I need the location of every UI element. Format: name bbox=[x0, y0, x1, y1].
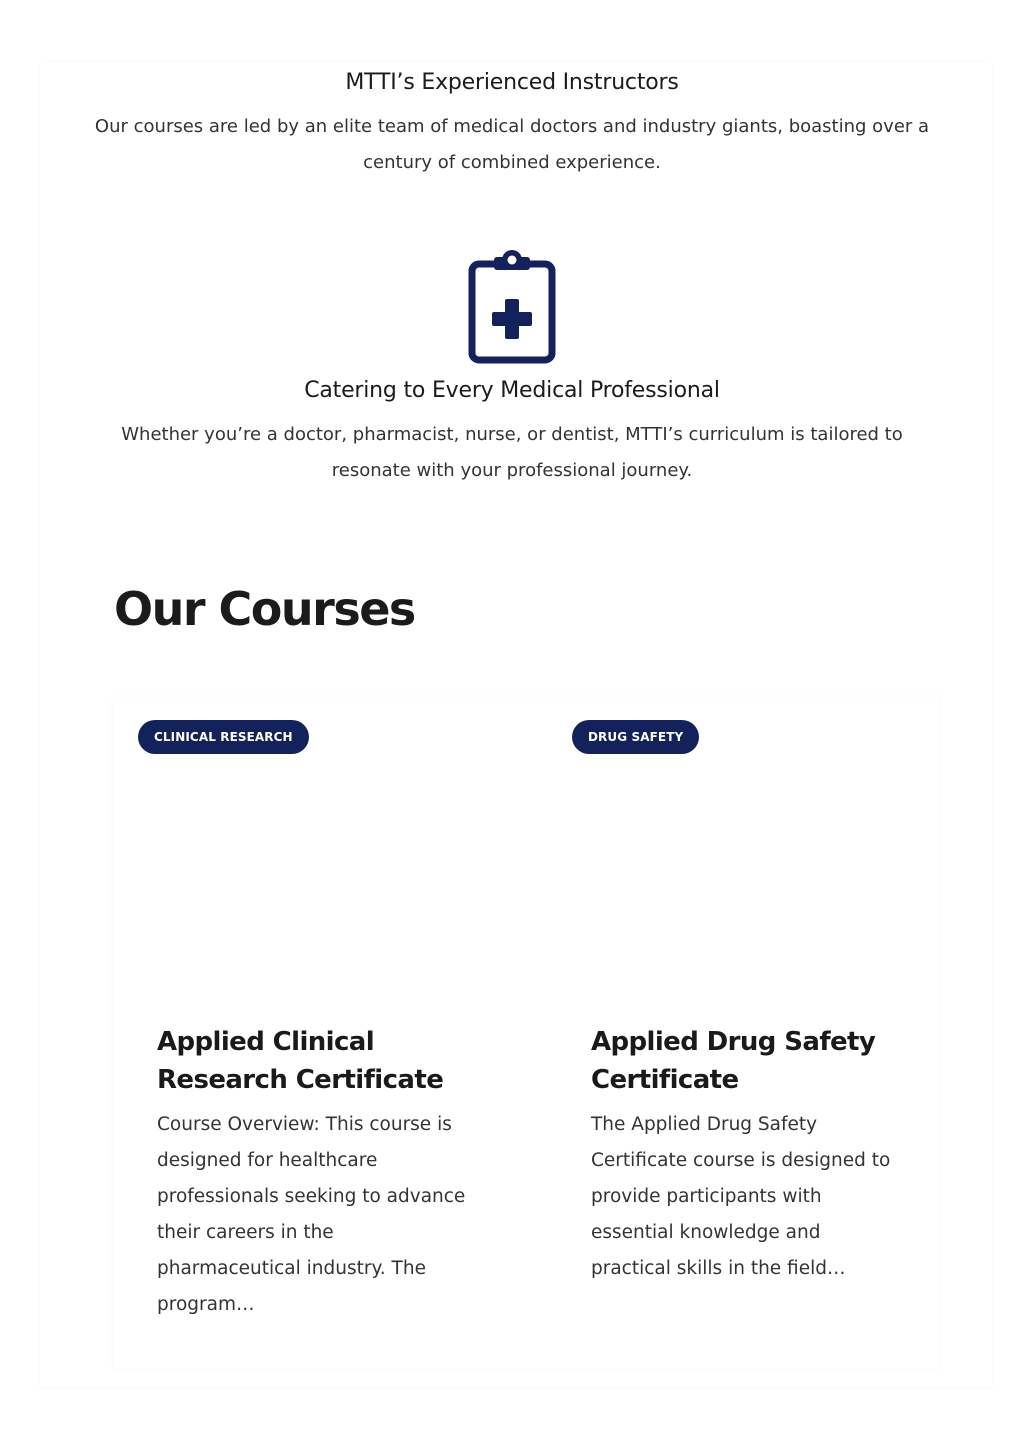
feature-title: MTTI’s Experienced Instructors bbox=[345, 70, 679, 95]
category-badge[interactable]: CLINICAL RESEARCH bbox=[138, 720, 309, 754]
feature-title: Catering to Every Medical Professional bbox=[304, 378, 720, 403]
course-description: Course Overview: This course is designed for healthcare professionals seeking to advance their careers in the pharmaceutical industry. The program… bbox=[157, 1114, 466, 1315]
section-heading: Our Courses bbox=[114, 582, 415, 636]
course-description: The Applied Drug Safety Certificate course is designed to provide participants with essential knowledge and practical skills in the field… bbox=[591, 1114, 891, 1279]
course-card[interactable] bbox=[113, 697, 533, 1369]
course-title[interactable]: Applied Drug Safety Certificate bbox=[591, 1027, 876, 1095]
category-badge[interactable]: DRUG SAFETY bbox=[572, 720, 699, 754]
course-title[interactable]: Applied Clinical Research Certificate bbox=[157, 1027, 444, 1095]
feature-catering bbox=[0, 248, 1024, 489]
feature-text: Whether you’re a doctor, pharmacist, nurse, or dentist, MTTI’s curriculum is tailored to resonate with your professional journey. bbox=[121, 424, 903, 481]
course-card[interactable] bbox=[547, 697, 967, 1369]
clipboard-medical-icon bbox=[467, 248, 557, 366]
feature-instructors bbox=[0, 70, 1024, 181]
feature-text: Our courses are led by an elite team of medical doctors and industry giants, boasting over a century of combined experience. bbox=[94, 116, 930, 173]
